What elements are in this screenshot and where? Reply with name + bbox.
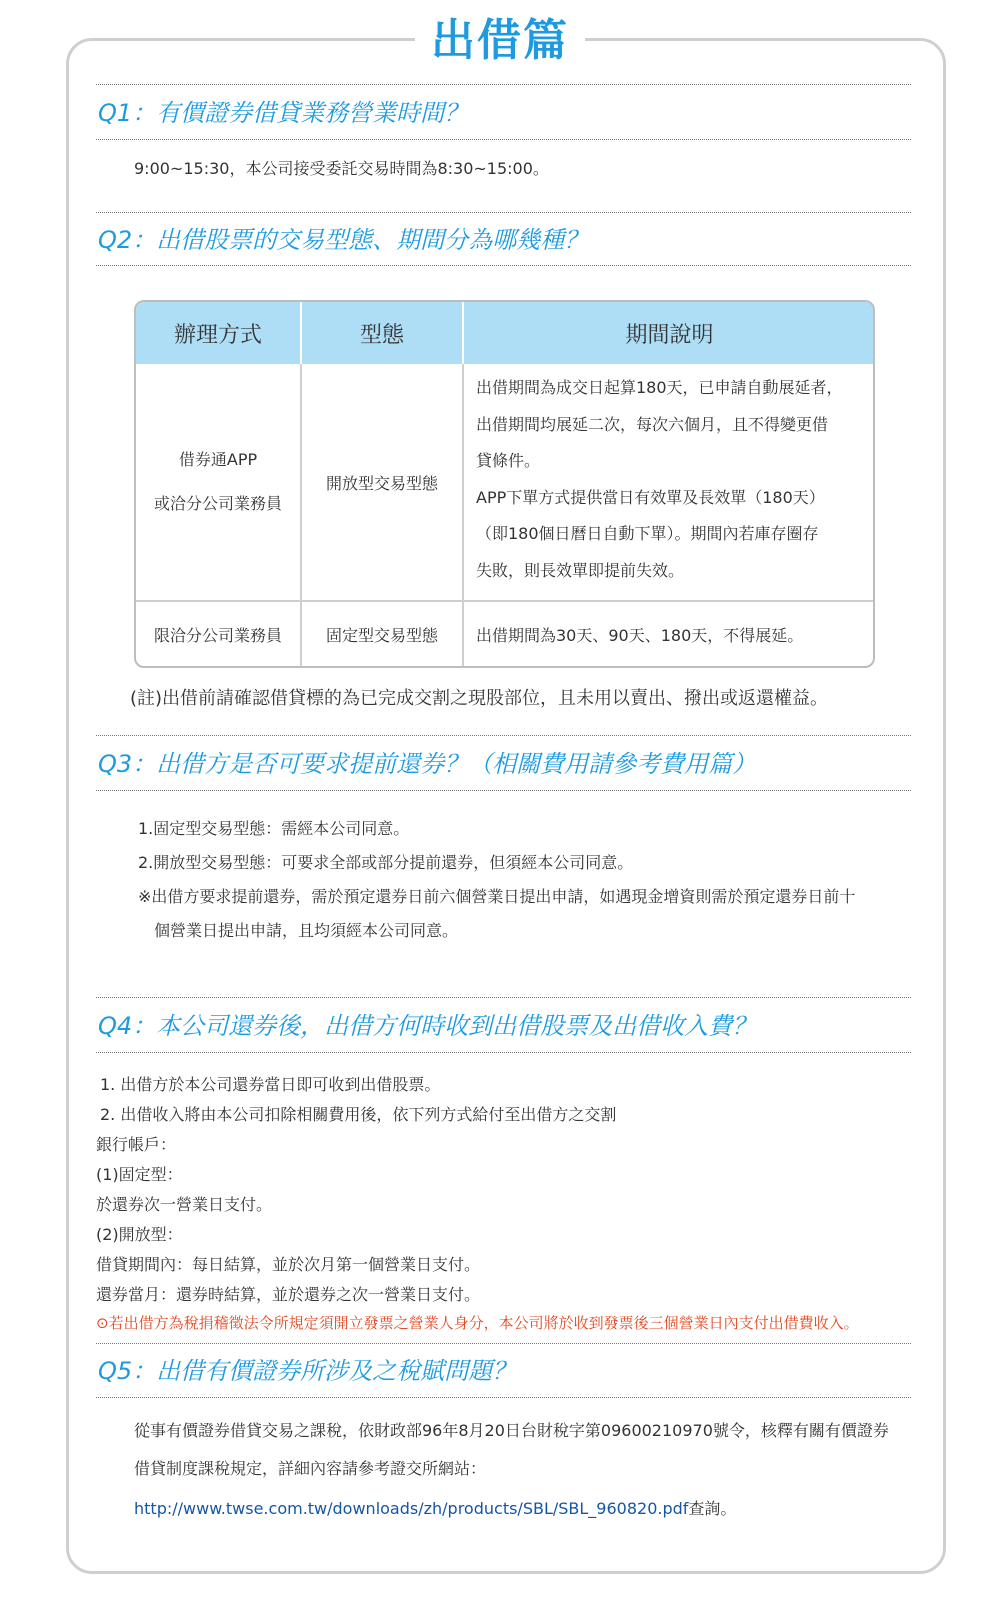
q5-heading: Q5：出借有價證券所涉及之稅賦問題？ (96, 1343, 911, 1398)
q3-line: 個營業日提出申請，且均須經本公司同意。 (154, 921, 459, 940)
q1-heading: Q1：有價證券借貸業務營業時間？ (96, 84, 911, 140)
q3-heading: Q3：出借方是否可要求提前還券？（相關費用請參考費用篇） (96, 735, 911, 791)
q5-line: 借貸制度課稅規定，詳細內容請參考證交所網站： (134, 1459, 487, 1478)
q4-warning: ⊙若出借方為稅捐稽徵法令所規定須開立發票之營業人身分，本公司將於收到發票後三個營業日內支付出借費收入。 (96, 1314, 859, 1332)
q3-line: 2.開放型交易型態：可要求全部或部分提前還券，但須經本公司同意。 (138, 853, 634, 872)
page-title: 出借篇 (0, 4, 1000, 68)
q4-line: 銀行帳戶： (96, 1135, 177, 1154)
table-cell-method (136, 364, 302, 600)
table-header-type: 型態 (302, 302, 464, 364)
table-cell-text: 失敗，則長效單即提前失效。 (476, 560, 685, 580)
table-cell-text: 出借期間為成交日起算180天，已申請自動展延者， (476, 378, 843, 397)
lending-type-table (134, 300, 875, 668)
q4-line: 借貸期間內：每日結算，並於次月第一個營業日支付。 (96, 1255, 481, 1274)
table-cell-text: 借券通APP (178, 450, 258, 469)
q3-line: ※出借方要求提前還券，需於預定還券日前六個營業日提出申請，如遇現金增資則需於預定還券日前十 (138, 887, 856, 906)
table-header-desc: 期間說明 (464, 302, 875, 364)
q4-line: (1)固定型： (96, 1165, 183, 1184)
q1-answer: 9:00~15:30，本公司接受委託交易時間為8:30~15:00。 (134, 159, 549, 178)
table-cell-text: 出借期間均展延二次，每次六個月，且不得變更借 (476, 414, 829, 434)
q3-line: 1.固定型交易型態：需經本公司同意。 (138, 819, 410, 838)
q4-line: 2. 出借收入將由本公司扣除相關費用後，依下列方式給付至出借方之交割 (100, 1105, 617, 1124)
q4-line: (2)開放型： (96, 1225, 183, 1244)
q2-note: (註)出借前請確認借貸標的為已完成交割之現股部位，且未用以賣出、撥出或返還權益。 (130, 688, 829, 709)
table-cell-desc: 出借期間為30天、90天、180天，不得展延。 (476, 625, 804, 645)
link-suffix: 查詢。 (688, 1499, 737, 1518)
q5-line: 從事有價證券借貸交易之課稅，依財政部96年8月20日台財稅字第09600210970號令，核釋有關有價證券 (134, 1421, 889, 1440)
q4-line: 1. 出借方於本公司還券當日即可收到出借股票。 (100, 1075, 441, 1094)
table-cell-text: APP下單方式提供當日有效單及長效單（180天） (476, 487, 825, 507)
twse-link[interactable]: http://www.twse.com.tw/downloads/zh/products/SBL/SBL_960820.pdf (134, 1499, 689, 1518)
q4-line: 還券當月：還券時結算，並於還券之次一營業日支付。 (96, 1285, 481, 1304)
table-cell-text: 貸條件。 (476, 451, 541, 470)
q2-heading: Q2：出借股票的交易型態、期間分為哪幾種？ (96, 212, 911, 266)
table-cell-text: 或洽分公司業務員 (153, 494, 282, 513)
q4-line: 於還券次一營業日支付。 (96, 1195, 273, 1214)
table-cell-method: 限洽分公司業務員 (136, 602, 302, 666)
q5-link-line (134, 1496, 736, 1519)
q4-heading: Q4：本公司還券後，出借方何時收到出借股票及出借收入費？ (96, 997, 911, 1053)
table-cell-type: 開放型交易型態 (302, 364, 464, 600)
table-cell-text: （即180個日曆日自動下單）。期間內若庫存圈存 (476, 524, 819, 543)
table-cell-desc (464, 364, 875, 600)
table-header-method: 辦理方式 (136, 302, 302, 364)
table-cell-type: 固定型交易型態 (302, 602, 464, 666)
